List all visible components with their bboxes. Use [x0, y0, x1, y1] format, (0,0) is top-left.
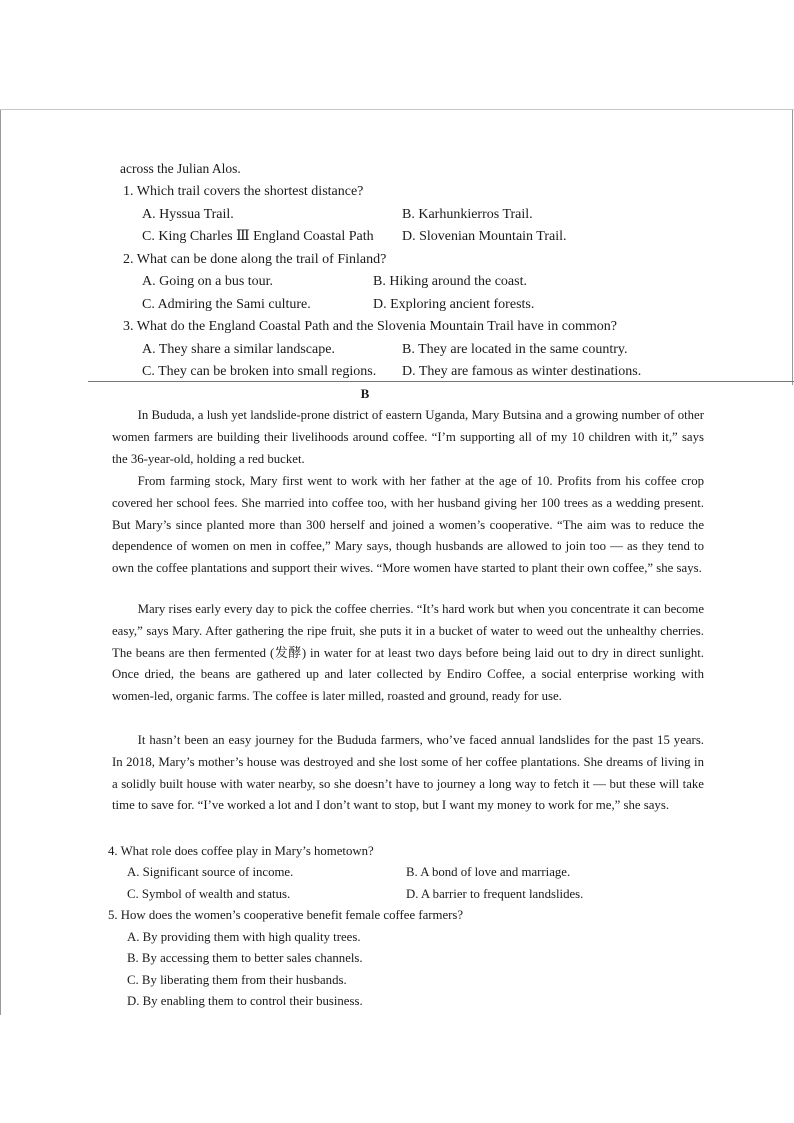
- question-1-stem: 1. Which trail covers the shortest distance?: [123, 184, 364, 199]
- question-5-option-c[interactable]: C. By liberating them from their husbands.: [127, 973, 347, 987]
- question-2-option-d[interactable]: D. Exploring ancient forests.: [373, 297, 535, 312]
- question-3-stem: 3. What do the England Coastal Path and the Slovenia Mountain Trail have in common?: [123, 319, 617, 334]
- question-4-option-d[interactable]: D. A barrier to frequent landslides.: [406, 887, 584, 901]
- question-4-option-a[interactable]: A. Significant source of income.: [127, 865, 294, 879]
- question-4-stem: 4. What role does coffee play in Mary’s hometown?: [108, 844, 374, 858]
- question-5-option-d[interactable]: D. By enabling them to control their business.: [127, 994, 363, 1008]
- page-left-edge: [0, 110, 1, 1015]
- question-2-option-a[interactable]: A. Going on a bus tour.: [142, 274, 274, 289]
- passage-b-paragraph-2: From farming stock, Mary first went to work with her father at the age of 10. Profits from his coffee crop covered her school fees. She married into coffee too, with her husband giving her 100 trees as a wedding present. But Mary’s since planted more than 300 herself and joined a women’s cooperative. “The aim was to reduce the dependence of women on men in coffee,” Mary says, though husbands are allowed to join too — as they tend to own the coffee plantations and support their wives. “More women have started to plant their own coffee,” she says.: [112, 474, 704, 576]
- question-2-option-b[interactable]: B. Hiking around the coast.: [373, 274, 527, 289]
- question-1-option-d[interactable]: D. Slovenian Mountain Trail.: [402, 229, 567, 244]
- page-top-rule: [0, 109, 794, 110]
- question-4-option-b[interactable]: B. A bond of love and marriage.: [406, 865, 571, 879]
- question-1-option-b[interactable]: B. Karhunkierros Trail.: [402, 207, 533, 222]
- question-2-option-c[interactable]: C. Admiring the Sami culture.: [142, 297, 311, 312]
- passage-b-paragraph-3: Mary rises early every day to pick the coffee cherries. “It’s hard work but when you concentrate it can become easy,” says Mary. After gathering the ripe fruit, she puts it in a bucket of water to weed out the unhealthy cherries. The beans are then fermented (发酵) in water for at least two days before being laid out to dry in direct sunlight. Once dried, the beans are gathered up and later collected by Endiro Coffee, a social enterprise working with women-led, organic farms. The coffee is later milled, roasted and ground, ready for use.: [112, 602, 704, 704]
- question-1-option-a[interactable]: A. Hyssua Trail.: [142, 207, 234, 222]
- question-5-stem: 5. How does the women’s cooperative benefit female coffee farmers?: [108, 908, 464, 922]
- continued-passage-text: across the Julian Alos.: [120, 161, 241, 176]
- passage-b-paragraph-4: It hasn’t been an easy journey for the Bududa farmers, who’ve faced annual landslides for the past 15 years. In 2018, Mary’s mother’s house was destroyed and she lost some of her coffee plantations. She dreams of living in a solidly built house with water nearby, so she doesn’t have to journey a long way to fetch it — but these will take time to save for. “I’ve worked a lot and I don’t want to stop, but I want my money to work for me,” she says.: [112, 733, 704, 813]
- question-5-option-b[interactable]: B. By accessing them to better sales channels.: [127, 951, 363, 965]
- question-3-option-a[interactable]: A. They share a similar landscape.: [142, 342, 335, 357]
- question-3-option-b[interactable]: B. They are located in the same country.: [402, 342, 628, 357]
- question-3-option-d[interactable]: D. They are famous as winter destinations.: [402, 364, 642, 379]
- question-1-option-c[interactable]: C. King Charles Ⅲ England Coastal Path: [142, 229, 374, 244]
- question-2-stem: 2. What can be done along the trail of Finland?: [123, 252, 387, 267]
- passage-b-paragraph-1: In Bududa, a lush yet landslide-prone district of eastern Uganda, Mary Butsina and a growing number of other women farmers are building their livelihoods around coffee. “I’m supporting all of my 10 children with it,” says the 36-year-old, holding a red bucket.: [112, 408, 704, 466]
- question-3-option-c[interactable]: C. They can be broken into small regions.: [142, 364, 377, 379]
- question-4-option-c[interactable]: C. Symbol of wealth and status.: [127, 887, 291, 901]
- section-b-label: B: [360, 386, 370, 401]
- question-5-option-a[interactable]: A. By providing them with high quality trees.: [127, 930, 361, 944]
- page-right-edge: [792, 110, 793, 385]
- section-divider: [88, 381, 794, 382]
